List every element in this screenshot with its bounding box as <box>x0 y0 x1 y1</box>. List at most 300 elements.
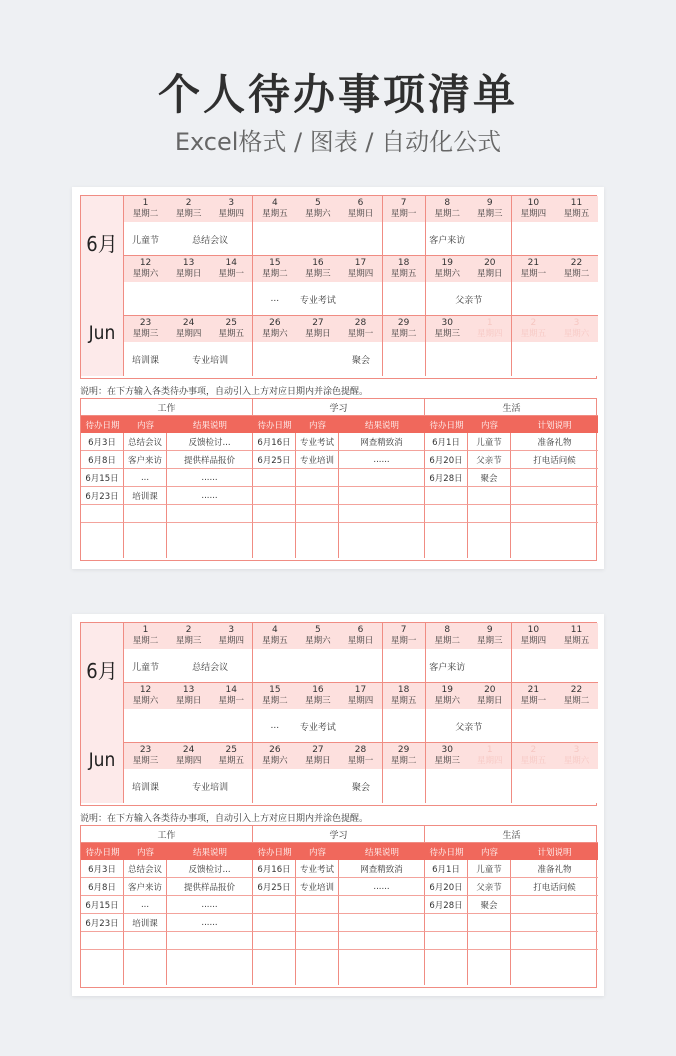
todo-cell[interactable] <box>511 505 598 523</box>
todo-cell[interactable] <box>425 932 468 950</box>
instruction-note: 说明：在下方输入各类待办事项，自动引入上方对应日期内并涂色提醒。 <box>80 814 369 824</box>
day-header[interactable] <box>124 683 167 709</box>
day-header[interactable] <box>339 196 382 222</box>
day-header[interactable] <box>167 316 210 342</box>
day-header[interactable] <box>426 316 469 342</box>
day-header[interactable] <box>469 743 512 769</box>
todo-cell[interactable]: 6月8日 <box>81 451 124 469</box>
day-weekday: 星期二 <box>262 269 288 279</box>
day-weekday: 星期三 <box>175 636 202 646</box>
todo-cell[interactable]: 儿童节 <box>468 860 511 878</box>
day-header[interactable] <box>167 743 210 769</box>
todo-cell[interactable] <box>339 505 425 523</box>
todo-cell[interactable]: ... <box>124 896 167 914</box>
todo-cell[interactable] <box>167 523 253 558</box>
day-event-cell[interactable] <box>296 769 339 803</box>
day-number: 11 <box>570 198 583 208</box>
todo-cell[interactable] <box>339 932 425 950</box>
day-header[interactable] <box>555 316 598 342</box>
day-event-cell[interactable] <box>512 649 555 683</box>
todo-cell[interactable] <box>253 505 296 523</box>
day-header[interactable] <box>210 196 253 222</box>
day-header[interactable] <box>512 196 555 222</box>
todo-cell[interactable]: 培训课 <box>124 914 167 932</box>
todo-cell[interactable] <box>253 914 296 932</box>
day-weekday: 星期三 <box>132 756 159 766</box>
day-header[interactable] <box>167 196 210 222</box>
todo-cell[interactable] <box>296 469 339 487</box>
day-header[interactable] <box>469 683 512 709</box>
todo-column-header: 内容 <box>296 843 339 860</box>
day-header[interactable] <box>124 623 167 649</box>
day-header[interactable] <box>383 743 426 769</box>
todo-cell[interactable]: ...... <box>339 451 425 469</box>
todo-cell[interactable]: 网查精致消 <box>339 433 425 451</box>
todo-cell[interactable] <box>253 469 296 487</box>
todo-cell[interactable] <box>468 914 511 932</box>
day-number: 24 <box>182 745 195 755</box>
todo-cell[interactable]: 专业培训 <box>296 451 339 469</box>
todo-cell[interactable]: 准备礼物 <box>511 433 598 451</box>
todo-cell[interactable]: ...... <box>167 487 253 505</box>
todo-cell[interactable]: 6月1日 <box>425 433 468 451</box>
todo-cell[interactable] <box>339 914 425 932</box>
day-event-cell[interactable] <box>512 222 555 256</box>
month-en-label: Jun <box>88 748 116 771</box>
day-number: 11 <box>570 625 583 635</box>
day-weekday: 星期四 <box>520 209 547 219</box>
todo-cell[interactable]: 6月23日 <box>81 914 124 932</box>
todo-cell[interactable] <box>468 950 511 985</box>
todo-cell[interactable] <box>425 523 468 558</box>
month-label-cell <box>81 623 124 803</box>
day-number: 22 <box>570 258 583 268</box>
todo-cell[interactable]: 提供样品报价 <box>167 878 253 896</box>
calendar-event: 专业培训 <box>192 355 229 366</box>
day-event-cell[interactable] <box>555 222 598 256</box>
todo-cell[interactable]: 聚会 <box>468 469 511 487</box>
day-number: 28 <box>354 745 367 755</box>
day-number: 25 <box>225 745 237 755</box>
day-number: 8 <box>444 625 451 635</box>
day-event-cell[interactable] <box>210 282 253 316</box>
todo-cell[interactable] <box>468 932 511 950</box>
day-header[interactable] <box>426 743 469 769</box>
day-event-cell[interactable] <box>124 709 167 743</box>
todo-cell[interactable]: 6月20日 <box>425 451 468 469</box>
todo-cell[interactable]: 6月16日 <box>253 860 296 878</box>
day-header[interactable] <box>512 316 555 342</box>
day-header[interactable] <box>555 623 598 649</box>
day-header[interactable] <box>124 256 167 282</box>
todo-cell[interactable]: 客户来访 <box>124 451 167 469</box>
day-event-cell[interactable] <box>253 342 296 376</box>
todo-cell[interactable]: 客户来访 <box>124 878 167 896</box>
todo-group-header: 工作 <box>81 826 253 843</box>
todo-cell[interactable]: ...... <box>167 469 253 487</box>
day-number: 17 <box>354 258 367 268</box>
day-header[interactable] <box>124 743 167 769</box>
todo-cell[interactable]: 专业考试 <box>296 433 339 451</box>
todo-cell[interactable]: 准备礼物 <box>511 860 598 878</box>
day-event-cell[interactable] <box>296 222 339 256</box>
day-event-cell[interactable] <box>469 649 512 683</box>
calendar-event: 专业考试 <box>299 722 336 733</box>
day-number: 15 <box>269 685 281 695</box>
todo-cell[interactable]: ...... <box>167 914 253 932</box>
day-event-cell[interactable] <box>555 282 598 316</box>
todo-cell[interactable]: 6月25日 <box>253 451 296 469</box>
day-event-cell[interactable] <box>555 709 598 743</box>
todo-cell[interactable]: 专业培训 <box>296 878 339 896</box>
todo-cell[interactable]: 提供样品报价 <box>167 451 253 469</box>
day-header[interactable] <box>124 196 167 222</box>
todo-cell[interactable] <box>425 914 468 932</box>
day-weekday: 星期二 <box>132 209 159 219</box>
todo-cell[interactable] <box>339 523 425 558</box>
todo-cell[interactable] <box>511 523 598 558</box>
day-number: 13 <box>182 685 195 695</box>
day-header[interactable] <box>555 683 598 709</box>
day-header[interactable] <box>469 256 512 282</box>
todo-cell[interactable] <box>124 505 167 523</box>
day-event-cell[interactable] <box>512 769 555 803</box>
todo-cell[interactable]: 6月28日 <box>425 896 468 914</box>
day-event-cell[interactable] <box>469 342 512 376</box>
todo-cell[interactable] <box>296 914 339 932</box>
todo-column-header: 计划说明 <box>511 843 598 860</box>
day-number: 17 <box>354 685 367 695</box>
todo-cell[interactable]: 网查精致消 <box>339 860 425 878</box>
todo-cell[interactable]: 父亲节 <box>468 878 511 896</box>
day-weekday: 星期三 <box>305 696 331 706</box>
todo-cell[interactable] <box>81 932 124 950</box>
day-weekday: 星期一 <box>218 696 244 706</box>
day-weekday: 星期六 <box>262 329 288 339</box>
day-weekday: 星期日 <box>477 269 503 279</box>
day-header[interactable] <box>512 256 555 282</box>
day-weekday: 星期四 <box>520 636 547 646</box>
day-header[interactable] <box>253 316 296 342</box>
day-header[interactable] <box>512 743 555 769</box>
todo-cell[interactable] <box>167 932 253 950</box>
day-header[interactable] <box>339 256 382 282</box>
todo-column-header: 结果说明 <box>339 843 425 860</box>
day-event-cell[interactable] <box>383 342 426 376</box>
day-weekday: 星期六 <box>132 696 159 706</box>
day-weekday: 星期六 <box>434 269 460 279</box>
day-number: 28 <box>354 318 367 328</box>
day-weekday: 星期一 <box>347 756 374 766</box>
day-header[interactable] <box>426 196 469 222</box>
day-header[interactable] <box>383 316 426 342</box>
day-event-cell[interactable] <box>339 222 382 256</box>
month-label-cell <box>81 196 124 376</box>
day-event-cell[interactable] <box>167 282 210 316</box>
day-event-cell[interactable] <box>426 342 469 376</box>
todo-cell[interactable] <box>511 469 598 487</box>
day-header[interactable] <box>296 683 339 709</box>
day-event-cell[interactable] <box>469 769 512 803</box>
todo-column-header: 待办日期 <box>253 843 296 860</box>
todo-column-header: 内容 <box>468 843 511 860</box>
todo-cell[interactable]: 总结会议 <box>124 860 167 878</box>
day-header[interactable] <box>555 256 598 282</box>
todo-cell[interactable] <box>253 487 296 505</box>
todo-cell[interactable]: 反馈检讨... <box>167 433 253 451</box>
todo-cell[interactable] <box>167 505 253 523</box>
calendar-event: 总结会议 <box>192 235 229 246</box>
todo-cell[interactable] <box>124 523 167 558</box>
day-weekday: 星期二 <box>262 696 288 706</box>
day-header[interactable] <box>383 683 426 709</box>
day-header[interactable] <box>210 683 253 709</box>
todo-cell[interactable]: 培训课 <box>124 487 167 505</box>
day-number: 1 <box>142 198 149 208</box>
todo-cell[interactable] <box>81 523 124 558</box>
day-header[interactable] <box>124 316 167 342</box>
todo-cell[interactable] <box>468 487 511 505</box>
day-event-cell[interactable] <box>383 649 426 683</box>
todo-cell[interactable]: ...... <box>167 896 253 914</box>
todo-cell[interactable]: 聚会 <box>468 896 511 914</box>
day-weekday: 星期五 <box>390 696 417 706</box>
day-event-cell[interactable] <box>210 709 253 743</box>
day-header[interactable] <box>253 743 296 769</box>
todo-cell[interactable] <box>425 505 468 523</box>
day-event-cell[interactable] <box>383 769 426 803</box>
todo-cell[interactable]: 6月15日 <box>81 896 124 914</box>
spreadsheet-preview-top <box>72 187 604 569</box>
day-header[interactable] <box>167 256 210 282</box>
day-event-cell[interactable] <box>555 649 598 683</box>
day-weekday: 星期一 <box>520 696 547 706</box>
day-header[interactable] <box>469 196 512 222</box>
todo-cell[interactable]: 6月20日 <box>425 878 468 896</box>
day-header[interactable] <box>253 196 296 222</box>
day-number: 21 <box>527 258 540 268</box>
day-header[interactable] <box>210 316 253 342</box>
todo-cell[interactable]: 6月16日 <box>253 433 296 451</box>
day-number: 22 <box>570 685 583 695</box>
day-event-cell[interactable] <box>512 709 555 743</box>
todo-cell[interactable] <box>296 896 339 914</box>
day-weekday: 星期四 <box>175 756 202 766</box>
day-weekday: 星期六 <box>262 756 288 766</box>
todo-cell[interactable] <box>468 523 511 558</box>
todo-cell[interactable]: 打电话问候 <box>511 878 598 896</box>
day-event-cell[interactable] <box>339 649 382 683</box>
day-header[interactable] <box>383 256 426 282</box>
day-event-cell[interactable] <box>296 342 339 376</box>
day-header[interactable] <box>426 256 469 282</box>
todo-cell[interactable] <box>339 896 425 914</box>
day-weekday: 星期二 <box>434 209 460 219</box>
day-event-cell[interactable] <box>555 342 598 376</box>
day-event-cell[interactable] <box>383 222 426 256</box>
day-number: 10 <box>527 198 540 208</box>
todo-cell[interactable] <box>339 487 425 505</box>
day-weekday: 星期二 <box>390 756 417 766</box>
todo-cell[interactable]: 总结会议 <box>124 433 167 451</box>
day-event-cell[interactable] <box>383 282 426 316</box>
todo-cell[interactable] <box>339 469 425 487</box>
day-event-cell[interactable] <box>253 769 296 803</box>
day-header[interactable] <box>426 683 469 709</box>
day-weekday: 星期二 <box>434 636 460 646</box>
todo-cell[interactable] <box>81 950 124 985</box>
day-header[interactable] <box>512 623 555 649</box>
todo-cell[interactable] <box>511 932 598 950</box>
day-number: 29 <box>397 318 410 328</box>
day-weekday: 星期日 <box>175 269 202 279</box>
todo-cell[interactable] <box>425 950 468 985</box>
day-event-cell[interactable] <box>167 709 210 743</box>
day-header[interactable] <box>253 256 296 282</box>
day-number: 4 <box>271 625 278 635</box>
todo-cell[interactable]: 6月23日 <box>81 487 124 505</box>
day-header[interactable] <box>296 623 339 649</box>
day-header[interactable] <box>296 316 339 342</box>
day-number: 2 <box>530 318 537 328</box>
day-event-cell[interactable] <box>296 649 339 683</box>
todo-cell[interactable]: 反馈检讨... <box>167 860 253 878</box>
todo-cell[interactable] <box>81 505 124 523</box>
day-event-cell[interactable] <box>124 282 167 316</box>
todo-column-header: 内容 <box>296 416 339 433</box>
calendar-event: 父亲节 <box>455 722 483 733</box>
day-weekday: 星期三 <box>477 636 503 646</box>
day-header[interactable] <box>469 623 512 649</box>
day-number: 2 <box>185 198 192 208</box>
todo-cell[interactable]: 6月28日 <box>425 469 468 487</box>
page-title: 个人待办事项清单 <box>157 70 518 119</box>
day-weekday: 星期六 <box>434 696 460 706</box>
todo-cell[interactable] <box>124 932 167 950</box>
todo-cell[interactable] <box>253 523 296 558</box>
day-weekday: 星期一 <box>218 269 244 279</box>
todo-column-header: 结果说明 <box>167 843 253 860</box>
day-number: 3 <box>228 198 235 208</box>
day-number: 30 <box>441 318 453 328</box>
todo-cell[interactable]: 6月1日 <box>425 860 468 878</box>
day-header[interactable] <box>555 196 598 222</box>
day-header[interactable] <box>339 683 382 709</box>
todo-cell[interactable] <box>468 505 511 523</box>
todo-cell[interactable]: 6月15日 <box>81 469 124 487</box>
day-weekday: 星期六 <box>132 269 159 279</box>
todo-cell[interactable] <box>253 932 296 950</box>
day-event-cell[interactable] <box>253 649 296 683</box>
todo-column-header: 待办日期 <box>425 843 468 860</box>
day-weekday: 星期二 <box>563 269 590 279</box>
todo-cell[interactable] <box>296 950 339 985</box>
day-event-cell[interactable] <box>512 282 555 316</box>
day-header[interactable] <box>167 623 210 649</box>
day-number: 7 <box>400 625 407 635</box>
todo-cell[interactable]: 6月3日 <box>81 433 124 451</box>
todo-cell[interactable] <box>296 932 339 950</box>
day-event-cell[interactable] <box>555 769 598 803</box>
day-header[interactable] <box>296 196 339 222</box>
todo-cell[interactable] <box>511 896 598 914</box>
todo-cell[interactable] <box>167 950 253 985</box>
todo-column-header: 待办日期 <box>253 416 296 433</box>
todo-cell[interactable]: 6月25日 <box>253 878 296 896</box>
day-header[interactable] <box>383 196 426 222</box>
day-event-cell[interactable] <box>339 709 382 743</box>
todo-table <box>80 398 597 561</box>
day-header[interactable] <box>210 743 253 769</box>
day-header[interactable] <box>167 683 210 709</box>
day-header[interactable] <box>555 743 598 769</box>
day-header[interactable] <box>469 316 512 342</box>
todo-cell[interactable]: 6月8日 <box>81 878 124 896</box>
day-header[interactable] <box>339 743 382 769</box>
todo-column-header: 待办日期 <box>81 843 124 860</box>
day-header[interactable] <box>339 316 382 342</box>
todo-cell[interactable] <box>511 914 598 932</box>
calendar-event: 聚会 <box>352 355 371 366</box>
todo-cell[interactable] <box>339 950 425 985</box>
todo-cell[interactable] <box>296 505 339 523</box>
todo-cell[interactable]: 儿童节 <box>468 433 511 451</box>
day-header[interactable] <box>210 623 253 649</box>
todo-cell[interactable] <box>253 950 296 985</box>
day-header[interactable] <box>253 683 296 709</box>
day-number: 8 <box>444 198 451 208</box>
day-header[interactable] <box>512 683 555 709</box>
day-event-cell[interactable] <box>469 222 512 256</box>
month-en-label: Jun <box>88 321 116 344</box>
day-header[interactable] <box>339 623 382 649</box>
todo-cell[interactable]: 6月3日 <box>81 860 124 878</box>
day-event-cell[interactable] <box>512 342 555 376</box>
todo-cell[interactable] <box>296 487 339 505</box>
day-header[interactable] <box>253 623 296 649</box>
day-event-cell[interactable] <box>383 709 426 743</box>
day-number: 16 <box>312 685 324 695</box>
instruction-note: 说明：在下方输入各类待办事项，自动引入上方对应日期内并涂色提醒。 <box>80 387 369 397</box>
day-event-cell[interactable] <box>253 222 296 256</box>
todo-cell[interactable] <box>296 523 339 558</box>
todo-cell[interactable] <box>253 896 296 914</box>
todo-cell[interactable] <box>511 487 598 505</box>
todo-cell[interactable]: 父亲节 <box>468 451 511 469</box>
day-number: 6 <box>357 625 364 635</box>
todo-cell[interactable] <box>124 950 167 985</box>
day-number: 1 <box>486 318 493 328</box>
day-weekday: 星期二 <box>132 636 159 646</box>
day-weekday: 星期四 <box>347 269 374 279</box>
todo-cell[interactable]: ... <box>124 469 167 487</box>
calendar-event: ... <box>270 721 280 731</box>
todo-cell[interactable] <box>425 487 468 505</box>
day-header[interactable] <box>426 623 469 649</box>
day-header[interactable] <box>210 256 253 282</box>
day-header[interactable] <box>296 743 339 769</box>
todo-cell[interactable]: ...... <box>339 878 425 896</box>
day-number: 1 <box>486 745 493 755</box>
day-header[interactable] <box>296 256 339 282</box>
day-header[interactable] <box>383 623 426 649</box>
todo-cell[interactable]: 专业考试 <box>296 860 339 878</box>
day-event-cell[interactable] <box>426 769 469 803</box>
todo-cell[interactable] <box>511 950 598 985</box>
day-number: 27 <box>312 318 324 328</box>
todo-cell[interactable]: 打电话问候 <box>511 451 598 469</box>
day-event-cell[interactable] <box>339 282 382 316</box>
